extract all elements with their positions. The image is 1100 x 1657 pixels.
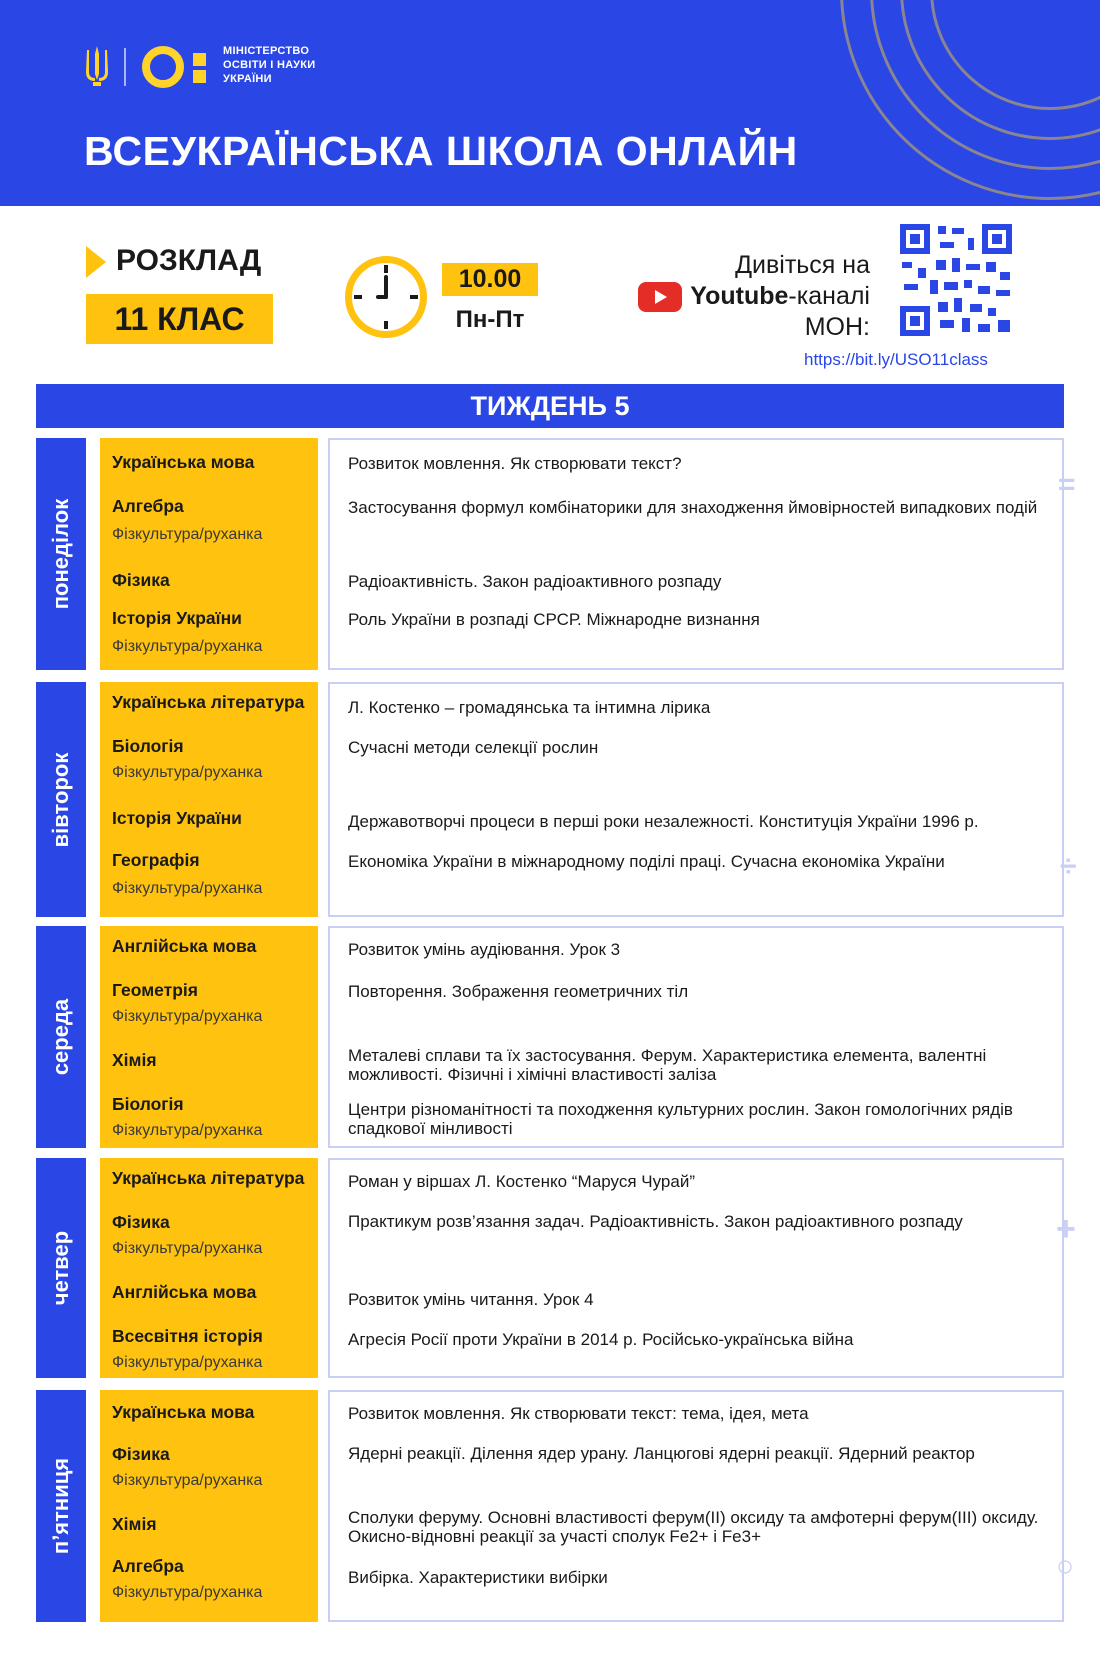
subject-label: Українська література <box>112 692 305 712</box>
watch-line: МОН: <box>804 313 870 341</box>
pe-subject-label: Фізкультура/руханка <box>112 638 263 655</box>
day-label <box>36 1158 86 1378</box>
subject-label: Історія України <box>112 808 242 828</box>
subject-label: Фізика <box>112 570 170 590</box>
lesson-topic: Застосування формул комбінаторики для знаходження ймовірностей випадкових подій <box>348 498 1038 517</box>
day-block <box>36 1390 1064 1622</box>
day-block <box>36 926 1064 1148</box>
subject-label: Біологія <box>112 1094 184 1114</box>
subject-label: Українська мова <box>112 1402 255 1422</box>
lesson-topic: Сучасні методи селекції рослин <box>348 738 599 757</box>
topics-column <box>328 682 1064 917</box>
pe-subject-label: Фізкультура/руханка <box>112 1584 263 1601</box>
lesson-topic: Економіка України в міжнародному поділі праці. Сучасна економіка України <box>348 852 945 871</box>
ministry-logo-square <box>193 53 206 66</box>
day-name: середа <box>48 998 73 1076</box>
lesson-topic: Роман у віршах Л. Костенко “Маруся Чурай” <box>348 1172 695 1191</box>
topics-column <box>328 438 1064 670</box>
subject-label: Фізика <box>112 1212 170 1232</box>
pe-subject-label: Фізкультура/руханка <box>112 764 263 781</box>
subjects-column <box>100 682 318 917</box>
pe-subject-label: Фізкультура/руханка <box>112 1122 263 1139</box>
ministry-line: МІНІСТЕРСТВО <box>223 45 310 57</box>
day-label <box>36 682 86 917</box>
subject-label: Геометрія <box>112 980 199 1000</box>
lesson-topic: Металеві сплави та їх застосування. Ферум. Характеристика елемента, валентні можливості. Фізичні і хімічні властивості заліза <box>348 1046 987 1084</box>
subject-label: Хімія <box>112 1050 157 1070</box>
week-title: ТИЖДЕНЬ 5 <box>36 384 1064 428</box>
lesson-topic: Роль України в розпаді СРСР. Міжнародне визнання <box>348 610 760 629</box>
subjects-column <box>100 926 318 1148</box>
pe-subject-label: Фізкультура/руханка <box>112 1008 263 1025</box>
youtube-icon <box>638 282 682 312</box>
lesson-topic: Л. Костенко – громадянська та інтимна лірика <box>348 698 711 717</box>
subject-label: Фізика <box>112 1444 170 1464</box>
ministry-logo-o <box>142 46 184 88</box>
ministry-line: УКРАЇНИ <box>223 73 272 85</box>
subjects-column <box>100 1390 318 1622</box>
day-block <box>36 682 1064 917</box>
day-name: п’ятниця <box>48 1457 73 1555</box>
subject-label: Всесвітня історія <box>112 1326 263 1346</box>
lesson-topic: Розвиток умінь читання. Урок 4 <box>348 1290 594 1309</box>
day-name: понеділок <box>48 498 73 610</box>
ministry-logo-square <box>193 70 206 83</box>
header-banner <box>0 0 1100 206</box>
lesson-topic: Розвиток умінь аудіювання. Урок 3 <box>348 940 621 959</box>
lesson-topic: Ядерні реакції. Ділення ядер урану. Ланцюгові ядерні реакції. Ядерний реактор <box>348 1444 975 1463</box>
day-name: четвер <box>48 1230 73 1306</box>
trident-icon <box>84 44 110 88</box>
topics-column <box>328 1390 1064 1622</box>
watch-line: Дивіться на <box>735 251 870 279</box>
clock-icon <box>345 256 427 338</box>
page-title: ВСЕУКРАЇНСЬКА ШКОЛА ОНЛАЙН <box>84 128 798 174</box>
plus-icon: + <box>1056 1210 1076 1248</box>
day-name: вівторок <box>48 752 73 847</box>
logo-separator <box>124 48 126 86</box>
lesson-topic: Повторення. Зображення геометричних тіл <box>348 982 689 1001</box>
time-badge: 10.00 <box>442 263 538 296</box>
channel-word: -каналі <box>788 282 870 310</box>
day-label <box>36 438 86 670</box>
subject-label: Українська література <box>112 1168 305 1188</box>
schedule-label: РОЗКЛАД <box>116 244 262 277</box>
subject-label: Алгебра <box>112 496 184 516</box>
lesson-topic: Радіоактивність. Закон радіоактивного розпаду <box>348 572 722 591</box>
youtube-word: Youtube <box>690 282 789 310</box>
lesson-topic: Агресія Росії проти України в 2014 р. Російсько-українська війна <box>348 1330 854 1349</box>
youtube-link[interactable]: https://bit.ly/USO11class <box>804 350 988 369</box>
lesson-topic: Державотворчі процеси в перші роки незалежності. Конституція України 1996 р. <box>348 812 979 831</box>
subject-label: Біологія <box>112 736 184 756</box>
equals-icon: = <box>1058 468 1076 501</box>
subject-label: Алгебра <box>112 1556 184 1576</box>
topics-column <box>328 1158 1064 1378</box>
day-block <box>36 1158 1064 1378</box>
subject-label: Географія <box>112 850 200 870</box>
watch-line-youtube <box>638 281 870 312</box>
subjects-column <box>100 1158 318 1378</box>
pe-subject-label: Фізкультура/руханка <box>112 880 263 897</box>
day-label <box>36 926 86 1148</box>
lesson-topic: Вибірка. Характеристики вибірки <box>348 1568 608 1587</box>
weekdays-label: Пн-Пт <box>455 306 525 333</box>
subject-label: Хімія <box>112 1514 157 1534</box>
subjects-column <box>100 438 318 670</box>
day-block <box>36 438 1064 670</box>
arrow-icon <box>86 246 106 278</box>
ministry-name <box>223 44 343 86</box>
lesson-topic: Розвиток мовлення. Як створювати текст? <box>348 454 682 473</box>
lesson-topic: Сполуки феруму. Основні властивості ферум(ІІ) оксиду та амфотерні ферум(ІІІ) оксиду. Окисно-відновні реакції за участі сполук Fe2+ і Fe3+ <box>348 1508 1039 1546</box>
youtube-info <box>638 250 870 343</box>
pe-subject-label: Фізкультура/руханка <box>112 526 263 543</box>
pe-subject-label: Фізкультура/руханка <box>112 1472 263 1489</box>
pe-subject-label: Фізкультура/руханка <box>112 1354 263 1371</box>
ministry-line: ОСВІТИ І НАУКИ <box>223 59 316 71</box>
subject-label: Історія України <box>112 608 242 628</box>
lesson-topic: Центри різноманітності та походження культурних рослин. Закон гомологічних рядів спадкової мінливості <box>348 1100 1013 1138</box>
grade-badge: 11 КЛАС <box>86 294 273 344</box>
lesson-topic: Практикум розв’язання задач. Радіоактивність. Закон радіоактивного розпаду <box>348 1212 963 1231</box>
pe-subject-label: Фізкультура/руханка <box>112 1240 263 1257</box>
subject-label: Англійська мова <box>112 1282 257 1302</box>
topics-column <box>328 926 1064 1148</box>
subject-label: Українська мова <box>112 452 255 472</box>
day-label <box>36 1390 86 1622</box>
lesson-topic: Розвиток мовлення. Як створювати текст: тема, ідея, мета <box>348 1404 809 1423</box>
circle-icon: ○ <box>1056 1550 1075 1583</box>
subject-label: Англійська мова <box>112 936 257 956</box>
divide-icon: ÷ <box>1060 850 1077 883</box>
qr-code[interactable] <box>900 224 1012 336</box>
